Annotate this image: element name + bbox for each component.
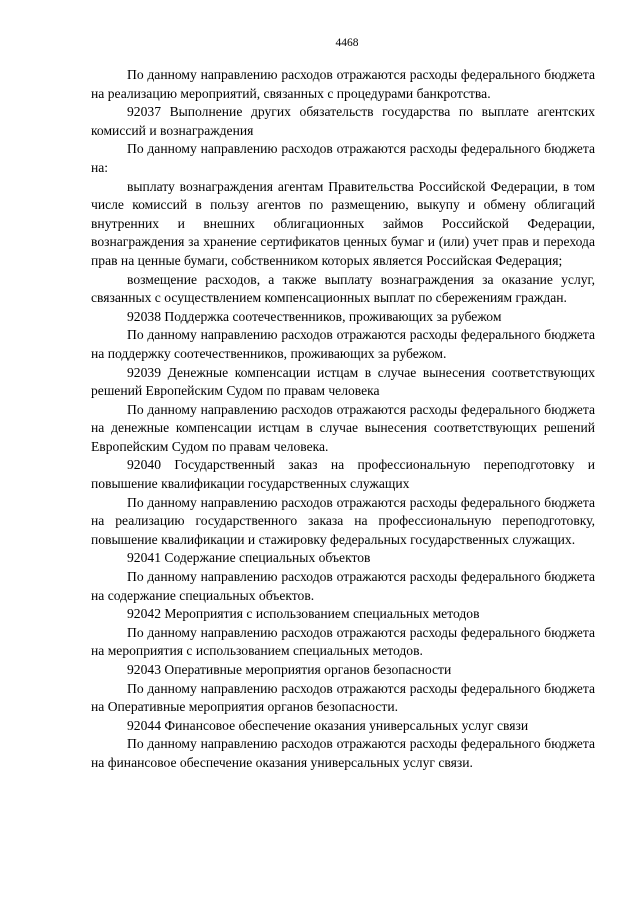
paragraph-13: По данному направлению расходов отражаются расходы федерального бюджета на содержание специальных объектов. bbox=[91, 569, 595, 603]
paragraph-9: По данному направлению расходов отражаются расходы федерального бюджета на денежные компенсации истцам в случае вынесения соответствующих решений Европейским Судом по правам человека. bbox=[91, 401, 595, 454]
section-heading-92039: 92039 Денежные компенсации истцам в случае вынесения соответствующих решений Европейским Судом по правам человека bbox=[91, 364, 595, 399]
paragraph-4: выплату вознаграждения агентам Правительства Российской Федерации, в том числе комиссий в пользу агентов по размещению, выкупу и обмену облигаций внутренних и внешних облигационных займов Российской Федерации, вознаграждения за хранение сертификатов ценных бумаг и (или) учет прав и перехода прав на ценные бумаги, собственником которых является Российская Федерация; bbox=[91, 178, 595, 268]
section-heading-92044: 92044 Финансовое обеспечение оказания универсальных услуг связи bbox=[127, 717, 529, 733]
paragraph-17: По данному направлению расходов отражаются расходы федерального бюджета на Оперативные мероприятия органов безопасности. bbox=[91, 680, 595, 715]
paragraph-3: По данному направлению расходов отражаются расходы федерального бюджета на: bbox=[91, 141, 595, 175]
paragraph-11: По данному направлению расходов отражаются расходы федерального бюджета на реализацию государственного заказа на профессиональную переподготовку, повышение квалификации и стажировку федеральных государственных служащих. bbox=[91, 494, 595, 547]
section-heading-92041: 92041 Содержание специальных объектов bbox=[127, 550, 371, 566]
section-heading-92042: 92042 Мероприятия с использованием специальных методов bbox=[127, 606, 480, 622]
section-heading-92040: 92040 Государственный заказ на профессиональную переподготовку и повышение квалификации государственных служащих bbox=[91, 457, 595, 492]
section-heading-92038: 92038 Поддержка соотечественников, проживающих за рубежом bbox=[127, 308, 502, 324]
document-body bbox=[91, 66, 595, 773]
section-heading-92043: 92043 Оперативные мероприятия органов безопасности bbox=[127, 662, 452, 677]
paragraph-5: возмещение расходов, а также выплату вознаграждения за оказание услуг, связанных с осуществлением компенсационных выплат по сбережениям граждан. bbox=[91, 271, 595, 306]
paragraph-19: По данному направлению расходов отражаются расходы федерального бюджета на финансовое обеспечение оказания универсальных услуг связи. bbox=[91, 736, 595, 770]
paragraph-15: По данному направлению расходов отражаются расходы федерального бюджета на мероприятия с использованием специальных методов. bbox=[91, 624, 595, 659]
page-number: 4468 bbox=[335, 37, 359, 49]
paragraph-7: По данному направлению расходов отражаются расходы федерального бюджета на поддержку соотечественников, проживающих за рубежом. bbox=[91, 327, 595, 361]
section-heading-92037: 92037 Выполнение других обязательств государства по выплате агентских комиссий и вознаграждения bbox=[91, 104, 595, 138]
paragraph-1: По данному направлению расходов отражаются расходы федерального бюджета на реализацию мероприятий, связанных с процедурами банкротства. bbox=[91, 67, 595, 101]
